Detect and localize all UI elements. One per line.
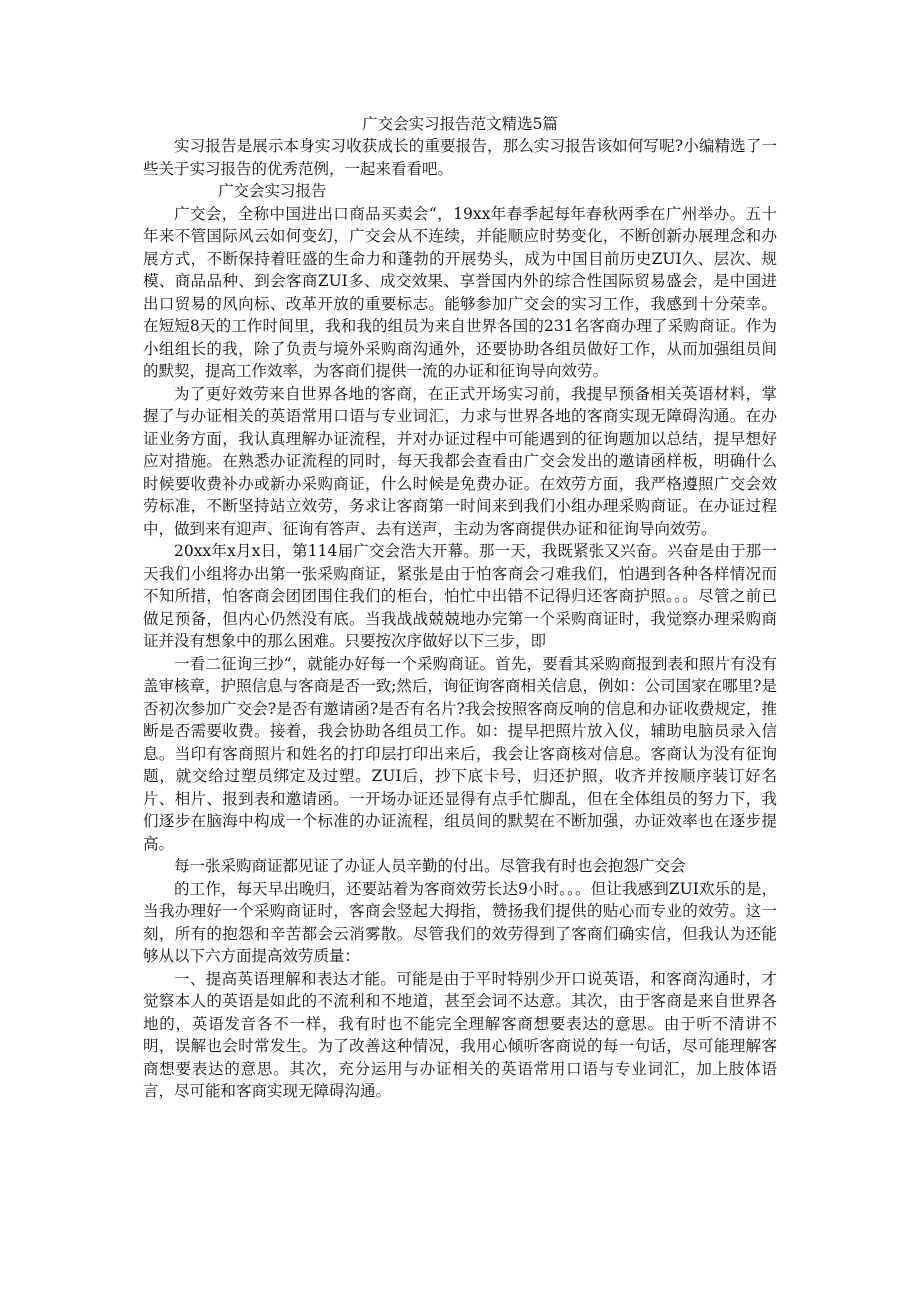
body-paragraph: 为了更好效劳来自世界各地的客商，在正式开场实习前，我提早预备相关英语材料，掌握了与办证相关的英语常用口语与专业词汇，力求与世界各地的客商实现无障碍沟通。在办证业务方面，我认真理解办证流程，并对办证过程中可能遇到的征询题加以总结，提早想好应对措施。在熟悉办证流程的同时，每天我都会查看由广交会发出的邀请函样板，明确什么时候要收费补办或新办采购商证，什么时候是免费办证。在效劳方面，我严格遵照广交会效劳标准，不断坚持站立效劳，务求让客商第一时间来到我们小组办理采购商证。在办证过程中，做到来有迎声、征询有答声、去有送声，主动为客商提供办证和征询导向效劳。 <box>143 384 777 538</box>
body-paragraph: 的工作，每天早出晚归，还要站着为客商效劳长达9小时。。。但让我感到ZUI欢乐的是，当我办理好一个采购商证时，客商会竖起大拇指，赞扬我们提供的贴心而专业的效劳。这一刻，所有的抱怨和辛苦都会云消雾散。尽管我们的效劳得到了客商们确实信，但我认为还能够从以下六方面提高效劳质量： <box>143 879 777 965</box>
document-body <box>143 113 777 1103</box>
document-title: 广交会实习报告范文精选5篇 <box>362 115 558 133</box>
body-paragraph: 20xx年x月x日，第114届广交会浩大开幕。那一天，我既紧张又兴奋。兴奋是由于那一天我们小组将办出第一张采购商证，紧张是由于怕客商会刁难我们，怕遇到各种各样情况而不知所措，怕客商会团团围住我们的柜台，怕忙中出错不记得归还客商护照。。。尽管之前已做足预备，但内心仍然没有底。当我战战兢兢地办完第一个采购商证时，我觉察办理采购商证并没有想象中的那么困难。只要按次序做好以下三步，即 <box>143 542 777 650</box>
intro-paragraph: 实习报告是展示本身实习收获成长的重要报告，那么实习报告该如何写呢?小编精选了一些关于实习报告的优秀范例，一起来看看吧。 <box>143 137 777 178</box>
body-paragraph: 一、提高英语理解和表达才能。可能是由于平时特别少开口说英语，和客商沟通时，才觉察本人的英语是如此的不流利和不地道，甚至会词不达意。其次，由于客商是来自世界各地的，英语发音各不一样，我有时也不能完全理解客商想要表达的意思。由于听不清讲不明，误解也会时常发生。为了改善这种情况，我用心倾听客商说的每一句话，尽可能理解客商想要表达的意思。其次，充分运用与办证相关的英语常用口语与专业词汇，加上肢体语言，尽可能和客商实现无障碍沟通。 <box>143 969 777 1100</box>
body-paragraph: 每一张采购商证都见证了办证人员辛勤的付出。尽管我有时也会抱怨广交会 <box>174 857 686 875</box>
body-paragraph: 一看二征询三抄“，就能办好每一个采购商证。首先，要看其采购商报到表和照片有没有盖审核章，护照信息与客商是否一致;然后，询征询客商相关信息，例如：公司国家在哪里?是否初次参加广交会?是否有邀请函?是否有名片?我会按照客商反响的信息和办证收费规定，推断是否需要收费。接着，我会协助各组员工作。如：提早把照片放入仪，辅助电脑员录入信息。当印有客商照片和姓名的打印层打印出来后，我会让客商核对信息。客商认为没有征询题，就交给过塑员绑定及过塑。ZUI后，抄下底卡号，归还护照，收齐并按顺序装订好名片、相片、报到表和邀请函。一开场办证还显得有点手忙脚乱，但在全体组员的努力下，我们逐步在脑海中构成一个标准的办证流程，组员间的默契在不断加强，办证效率也在逐步提高。 <box>143 654 777 853</box>
body-paragraph: 广交会，全称中国进出口商品买卖会“，19xx年春季起每年春秋两季在广州举办。五十年来不管国际风云如何变幻，广交会从不连续，并能顺应时势变化，不断创新办展理念和办展方式，不断保持着旺盛的生命力和蓬勃的开展势头，成为中国目前历史ZUI久、层次、规模、商品品种、到会客商ZUI多、成交效果、享誉国内外的综合性国际贸易盛会，是中国进出口贸易的风向标、改革开放的重要标志。能够参加广交会的实习工作，我感到十分荣幸。在短短8天的工作时间里，我和我的组员为来自世界各国的231名客商办理了采购商证。作为小组组长的我，除了负责与境外采购商沟通外，还要协助各组员做好工作，从而加强组员间的默契，提高工作效率，为客商们提供一流的办证和征询导向效劳。 <box>143 204 777 380</box>
section-heading: 广交会实习报告 <box>218 182 327 200</box>
